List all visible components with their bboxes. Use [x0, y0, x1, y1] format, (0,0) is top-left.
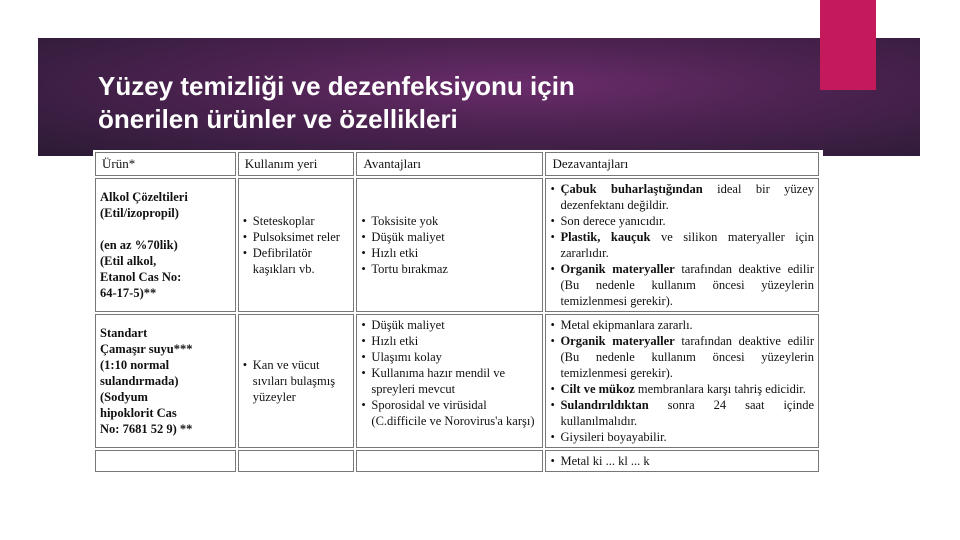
- usage-item: • Pulsoksimet reler: [243, 229, 350, 245]
- product-line: (Sodyum: [100, 390, 148, 404]
- usage-cell: [238, 178, 355, 312]
- disadvantage-text: tarafından deaktive edilir (Bu nedenle kullanım öncesi yüzeylerin temizlenmesi gerekir).: [560, 262, 814, 308]
- disadvantage-item: [550, 213, 814, 229]
- disadvantage-bold: Çabuk buharlaştığından: [560, 182, 703, 196]
- disadvantage-bold: Organik materyaller: [560, 262, 675, 276]
- header-disadvantages: Dezavantajları: [545, 152, 819, 176]
- product-line: Standart: [100, 326, 148, 340]
- product-line: sulandırmada): [100, 374, 179, 388]
- disadvantage-item: [550, 333, 814, 381]
- slide-title-line-1: Yüzey temizliği ve dezenfeksiyonu için: [98, 71, 575, 101]
- advantage-item: • Tortu bırakmaz: [361, 261, 538, 277]
- disadvantage-text: tarafından deaktive edilir (Bu nedenle kullanım öncesi yüzeylerin temizlenmesi gerekir).: [560, 334, 814, 380]
- product-line: (1:10 normal: [100, 358, 170, 372]
- disadvantage-text: ideal bir yüzey dezenfektanı değildir.: [560, 182, 814, 212]
- advantage-item: • Hızlı etki: [361, 333, 538, 349]
- product-line: (Etil/izopropil): [100, 206, 179, 220]
- disadvantage-text: Giysileri boyayabilir.: [560, 430, 667, 444]
- header-advantages: Avantajları: [356, 152, 543, 176]
- disadvantage-item: • Metal ki ... kl ... k: [550, 453, 814, 469]
- disadvantage-bold: Organik materyaller: [560, 334, 675, 348]
- disadvantage-item: [550, 317, 814, 333]
- table-row: [95, 314, 819, 448]
- disadvantage-item: [550, 397, 814, 429]
- header-usage: Kullanım yeri: [238, 152, 355, 176]
- disadvantages-cell: [545, 178, 819, 312]
- disadvantage-text: sonra 24 saat içinde kullanılmalıdır.: [560, 398, 814, 428]
- advantage-item: • Düşük maliyet: [361, 317, 538, 333]
- disadvantages-cell: [545, 314, 819, 448]
- advantages-cell: [356, 450, 543, 472]
- disadvantage-item: [550, 381, 814, 397]
- disadvantage-item: [550, 429, 814, 445]
- disadvantage-item: [550, 181, 814, 213]
- accent-bar: [820, 0, 876, 90]
- product-line: 64-17-5)**: [100, 286, 157, 300]
- advantage-item: • Ulaşımı kolay: [361, 349, 538, 365]
- advantage-item: • Düşük maliyet: [361, 229, 538, 245]
- product-cell: [95, 314, 236, 448]
- usage-item: • Defibrilatör kaşıkları vb.: [243, 245, 350, 277]
- usage-item: • Kan ve vücut sıvıları bulaşmış yüzeyler: [243, 357, 350, 405]
- advantage-item: • Sporosidal ve virüsidal (C.difficile ve Norovirus'a karşı): [361, 397, 538, 429]
- product-line: [100, 221, 231, 237]
- advantage-item: • Toksisite yok: [361, 213, 538, 229]
- product-line: Çamaşır suyu***: [100, 342, 193, 356]
- disadvantage-bold: Plastik, kauçuk: [560, 230, 651, 244]
- header-product: Ürün*: [95, 152, 236, 176]
- slide-title: [98, 70, 575, 136]
- table-header-row: [95, 152, 819, 176]
- product-line: (en az %70lik): [100, 238, 178, 252]
- disadvantage-bold: Cilt ve mükoz: [560, 382, 635, 396]
- disadvantages-cell: [545, 450, 819, 472]
- products-table: [93, 150, 821, 474]
- advantage-item: • Hızlı etki: [361, 245, 538, 261]
- usage-cell: [238, 450, 355, 472]
- disadvantage-item: [550, 261, 814, 309]
- disadvantage-text: membranlara karşı tahriş edicidir.: [634, 382, 806, 396]
- table-row: [95, 178, 819, 312]
- product-cell: [95, 450, 236, 472]
- advantages-cell: [356, 178, 543, 312]
- disadvantage-text: ve silikon materyaller için zararlıdır.: [560, 230, 814, 260]
- product-line: Etanol Cas No:: [100, 270, 182, 284]
- advantages-cell: [356, 314, 543, 448]
- disadvantage-text: Son derece yanıcıdır.: [560, 214, 666, 228]
- product-line: No: 7681 52 9) **: [100, 422, 193, 436]
- product-line: Alkol Çözeltileri: [100, 190, 188, 204]
- disadvantage-text: Metal ekipmanlara zararlı.: [560, 318, 693, 332]
- disadvantage-bold: Sulandırıldıktan: [560, 398, 649, 412]
- slide-title-line-2: önerilen ürünler ve özellikleri: [98, 104, 458, 134]
- product-line: hipoklorit Cas: [100, 406, 177, 420]
- products-table-image: [93, 150, 823, 540]
- usage-item: • Steteskoplar: [243, 213, 350, 229]
- disadvantage-item: [550, 229, 814, 261]
- product-line: (Etil alkol,: [100, 254, 157, 268]
- product-cell: [95, 178, 236, 312]
- table-row: [95, 450, 819, 472]
- advantage-item: • Kullanıma hazır mendil ve spreyleri mevcut: [361, 365, 538, 397]
- usage-cell: [238, 314, 355, 448]
